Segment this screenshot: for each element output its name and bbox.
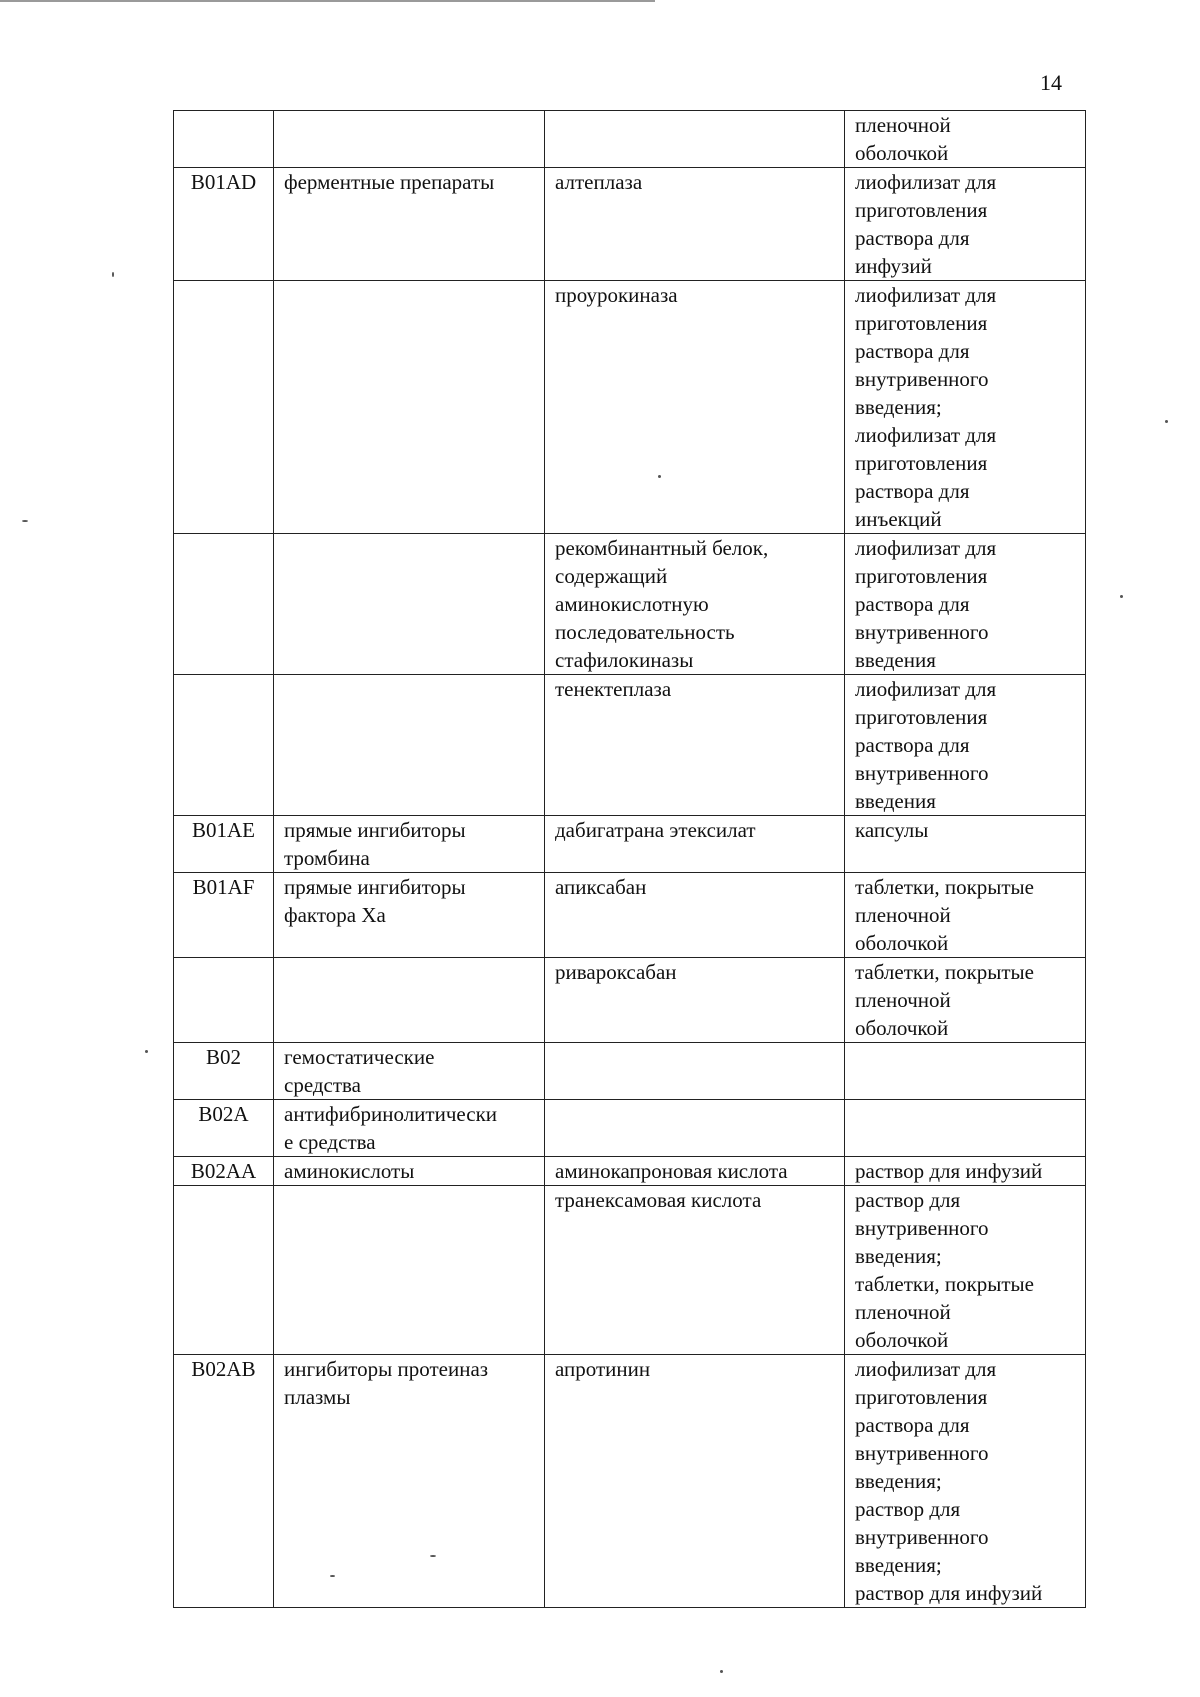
group-name-cell [274, 675, 545, 816]
scan-speck [145, 1050, 148, 1053]
table-row [174, 873, 1086, 958]
atc-code-cell: B02AB [174, 1355, 274, 1608]
table-row [174, 1157, 1086, 1186]
table-row [174, 958, 1086, 1043]
atc-code-cell [174, 281, 274, 534]
atc-code-cell: B01AD [174, 168, 274, 281]
dosage-form-cell: раствор для инфузий [845, 1157, 1086, 1186]
atc-code-cell [174, 111, 274, 168]
group-name-cell: гемостатические средства [274, 1043, 545, 1100]
table-row [174, 534, 1086, 675]
atc-code-cell: B01AE [174, 816, 274, 873]
atc-code-cell [174, 675, 274, 816]
dosage-form-cell: капсулы [845, 816, 1086, 873]
atc-code-cell [174, 534, 274, 675]
substance-cell [545, 111, 845, 168]
dosage-form-cell: таблетки, покрытые пленочной оболочкой [845, 873, 1086, 958]
substance-cell [545, 1100, 845, 1157]
group-name-cell: ингибиторы протеиназ плазмы [274, 1355, 545, 1608]
substance-cell: тенектеплаза [545, 675, 845, 816]
scan-speck [430, 1555, 436, 1557]
scan-speck [1165, 420, 1168, 423]
group-name-cell: аминокислоты [274, 1157, 545, 1186]
scan-top-rule [0, 0, 655, 2]
table-row [174, 1355, 1086, 1608]
substance-cell: дабигатрана этексилат [545, 816, 845, 873]
atc-code-cell: B01AF [174, 873, 274, 958]
scan-speck [658, 475, 661, 478]
atc-code-cell [174, 958, 274, 1043]
dosage-form-cell: лиофилизат для приготовления раствора для внутривенного введения; раствор для внутривенного введения; раствор для инфузий [845, 1355, 1086, 1608]
substance-cell: ривароксабан [545, 958, 845, 1043]
dosage-form-cell: лиофилизат для приготовления раствора для инфузий [845, 168, 1086, 281]
atc-code-cell: B02 [174, 1043, 274, 1100]
substance-cell: алтеплаза [545, 168, 845, 281]
table-row [174, 1100, 1086, 1157]
scan-speck [720, 1670, 723, 1673]
dosage-form-cell: раствор для внутривенного введения; таблетки, покрытые пленочной оболочкой [845, 1186, 1086, 1355]
group-name-cell: ферментные препараты [274, 168, 545, 281]
group-name-cell [274, 1186, 545, 1355]
substance-cell: апротинин [545, 1355, 845, 1608]
table-row [174, 168, 1086, 281]
dosage-form-cell [845, 1100, 1086, 1157]
dosage-form-cell: лиофилизат для приготовления раствора для внутривенного введения [845, 534, 1086, 675]
table-row [174, 281, 1086, 534]
scan-speck [22, 520, 28, 522]
scan-speck [112, 272, 114, 277]
table-row [174, 1186, 1086, 1355]
dosage-form-cell: пленочной оболочкой [845, 111, 1086, 168]
atc-code-cell: B02AA [174, 1157, 274, 1186]
dosage-form-cell: таблетки, покрытые пленочной оболочкой [845, 958, 1086, 1043]
atc-code-cell [174, 1186, 274, 1355]
group-name-cell [274, 111, 545, 168]
drug-classification-table [173, 110, 1086, 1608]
table-row [174, 675, 1086, 816]
substance-cell: аминокапроновая кислота [545, 1157, 845, 1186]
table-row [174, 1043, 1086, 1100]
substance-cell: рекомбинантный белок, содержащий аминокислотную последовательность стафилокиназы [545, 534, 845, 675]
scan-speck [330, 1575, 335, 1577]
group-name-cell: прямые ингибиторы тромбина [274, 816, 545, 873]
dosage-form-cell: лиофилизат для приготовления раствора для внутривенного введения [845, 675, 1086, 816]
table-row [174, 111, 1086, 168]
substance-cell [545, 1043, 845, 1100]
dosage-form-cell [845, 1043, 1086, 1100]
atc-code-cell: B02A [174, 1100, 274, 1157]
substance-cell: проурокиназа [545, 281, 845, 534]
dosage-form-cell: лиофилизат для приготовления раствора для внутривенного введения; лиофилизат для приготовления раствора для инъекций [845, 281, 1086, 534]
substance-cell: апиксабан [545, 873, 845, 958]
page-number: 14 [1040, 70, 1062, 95]
substance-cell: транексамовая кислота [545, 1186, 845, 1355]
group-name-cell: антифибринолитически е средства [274, 1100, 545, 1157]
table-row [174, 816, 1086, 873]
group-name-cell [274, 958, 545, 1043]
group-name-cell [274, 281, 545, 534]
group-name-cell [274, 534, 545, 675]
scan-speck [1120, 595, 1123, 598]
group-name-cell: прямые ингибиторы фактора Ха [274, 873, 545, 958]
